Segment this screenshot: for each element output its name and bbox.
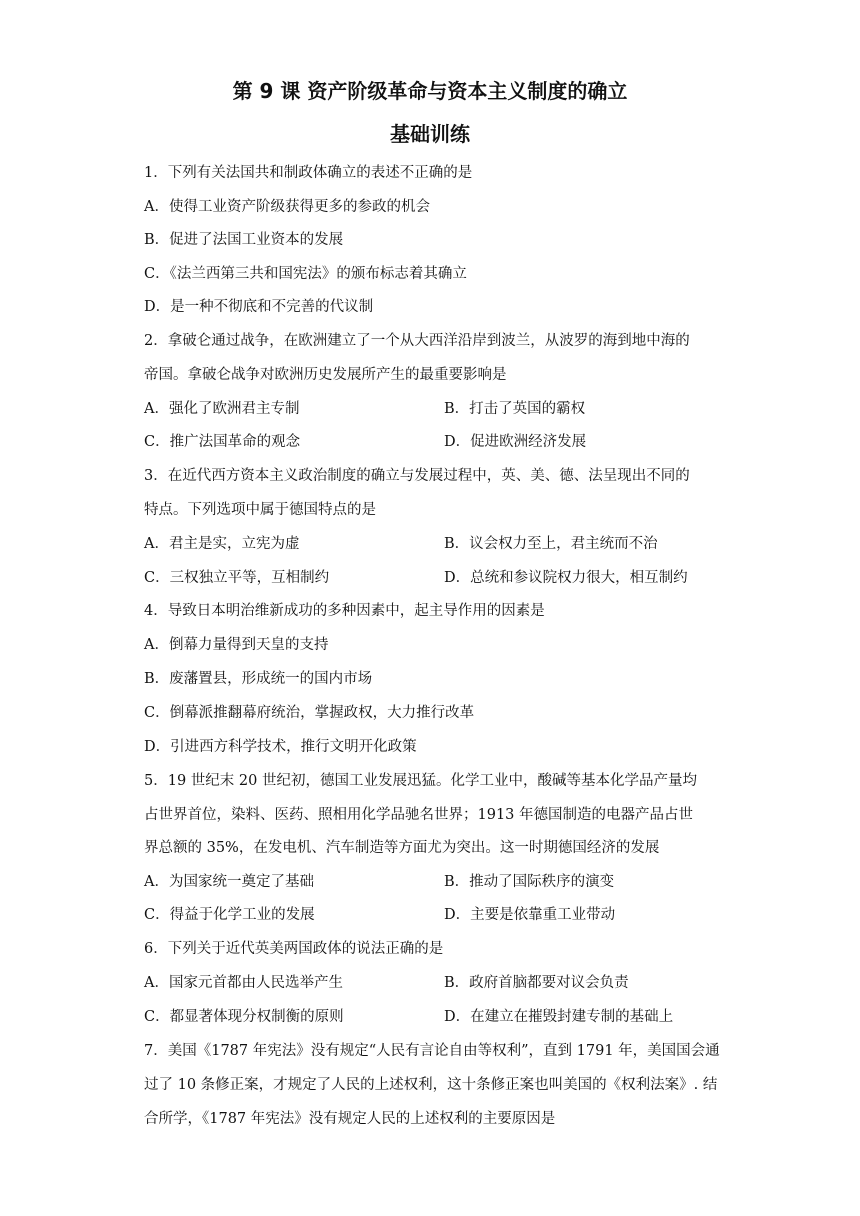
question-5-stem-line-2: 占世界首位，染料、医药、照相用化学品驰名世界；1913 年德国制造的电器产品占世 bbox=[144, 807, 694, 823]
question-5-stem-line-3: 界总额的 35%，在发电机、汽车制造等方面尤为突出。这一时期德国经济的发展 bbox=[144, 840, 660, 856]
question-1-stem: 1．下列有关法国共和制政体确立的表述不正确的是 bbox=[144, 165, 473, 181]
question-5-stem-line-1: 5．19 世纪末 20 世纪初，德国工业发展迅猛。化学工业中，酸碱等基本化学品产量均 bbox=[144, 773, 697, 789]
question-1-option-a: A．使得工业资产阶级获得更多的参政的机会 bbox=[144, 199, 430, 215]
question-7-stem-line-1: 7．美国《1787 年宪法》没有规定“人民有言论自由等权利”，直到 1791 年，美国国会通 bbox=[144, 1043, 720, 1059]
question-2-option-d: D．促进欧洲经济发展 bbox=[444, 434, 587, 450]
question-5-option-d: D．主要是依靠重工业带动 bbox=[444, 907, 616, 923]
question-6-option-d: D．在建立在摧毁封建专制的基础上 bbox=[444, 1009, 674, 1025]
question-7-stem-line-3: 合所学，《1787 年宪法》没有规定人民的上述权利的主要原因是 bbox=[144, 1111, 556, 1127]
question-1-option-c: C．《法兰西第三共和国宪法》的颁布标志着其确立 bbox=[144, 266, 467, 282]
question-6-option-a: A．国家元首都由人民选举产生 bbox=[144, 975, 343, 991]
question-3-stem-line-2: 特点。下列选项中属于德国特点的是 bbox=[144, 502, 376, 518]
question-7-stem-line-2: 过了 10 条修正案，才规定了人民的上述权利，这十条修正案也叫美国的《权利法案》. 结 bbox=[144, 1077, 718, 1093]
question-4-option-d: D．引进西方科学技术，推行文明开化政策 bbox=[144, 739, 417, 755]
question-3-option-c: C．三权独立平等，互相制约 bbox=[144, 570, 330, 586]
section-subtitle: 基础训练 bbox=[390, 122, 470, 146]
question-2-option-c: C．推广法国革命的观念 bbox=[144, 434, 301, 450]
question-3-stem-line-1: 3．在近代西方资本主义政治制度的确立与发展过程中，英、美、德、法呈现出不同的 bbox=[144, 468, 690, 484]
question-4-stem: 4．导致日本明治维新成功的多种因素中，起主导作用的因素是 bbox=[144, 603, 545, 619]
question-5-option-b: B．推动了国际秩序的演变 bbox=[444, 874, 615, 890]
question-5-option-a: A．为国家统一奠定了基础 bbox=[144, 874, 314, 890]
question-4-option-b: B．废藩置县，形成统一的国内市场 bbox=[144, 671, 373, 687]
question-3-option-b: B．议会权力至上，君主统而不治 bbox=[444, 536, 658, 552]
question-2-option-b: B．打击了英国的霸权 bbox=[444, 401, 586, 417]
lesson-title: 第 9 课 资产阶级革命与资本主义制度的确立 bbox=[232, 79, 628, 103]
question-4-option-a: A．倒幕力量得到天皇的支持 bbox=[144, 637, 329, 653]
question-3-option-d: D．总统和参议院权力很大，相互制约 bbox=[444, 570, 688, 586]
question-6-stem: 6．下列关于近代英美两国政体的说法正确的是 bbox=[144, 941, 444, 957]
question-6-option-c: C．都显著体现分权制衡的原则 bbox=[144, 1009, 344, 1025]
question-1-option-b: B．促进了法国工业资本的发展 bbox=[144, 232, 344, 248]
question-5-option-c: C．得益于化学工业的发展 bbox=[144, 907, 315, 923]
question-2-stem-line-1: 2．拿破仑通过战争，在欧洲建立了一个从大西洋沿岸到波兰，从波罗的海到地中海的 bbox=[144, 333, 690, 349]
question-2-stem-line-2: 帝国。拿破仑战争对欧洲历史发展所产生的最重要影响是 bbox=[144, 367, 507, 383]
question-3-option-a: A．君主是实，立宪为虚 bbox=[144, 536, 300, 552]
question-2-option-a: A．强化了欧洲君主专制 bbox=[144, 401, 300, 417]
question-1-option-d: D．是一种不彻底和不完善的代议制 bbox=[144, 299, 374, 315]
question-6-option-b: B．政府首脑都要对议会负责 bbox=[444, 975, 629, 991]
question-4-option-c: C．倒幕派推翻幕府统治，掌握政权，大力推行改革 bbox=[144, 705, 475, 721]
